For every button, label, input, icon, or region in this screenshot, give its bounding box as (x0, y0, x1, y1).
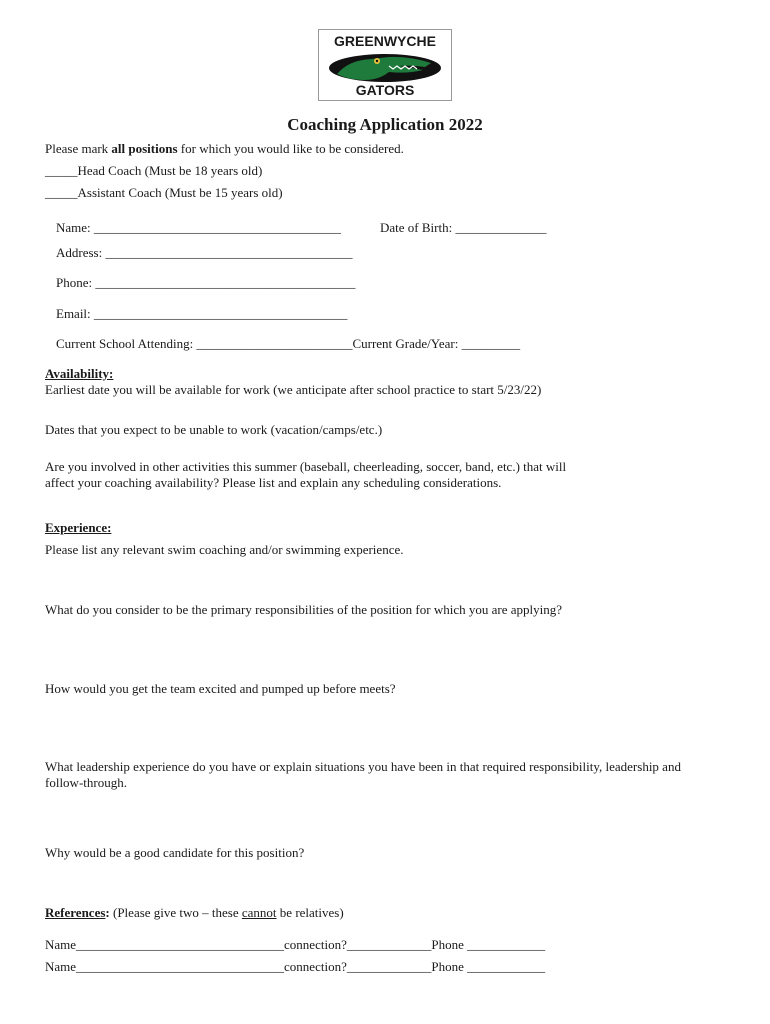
date-of-birth-field[interactable]: Date of Birth: ______________ (380, 220, 547, 235)
reference-line-2[interactable]: Name________________________________connection?_____________Phone ____________ (45, 959, 546, 974)
reference-line-1[interactable]: Name________________________________connection?_____________Phone ____________ (45, 937, 546, 952)
greenwyche-gators-logo (318, 29, 452, 101)
references-heading-line (45, 905, 344, 921)
phone-field[interactable]: Phone: ________________________________________ (56, 275, 356, 290)
gator-pupil (376, 60, 378, 62)
availability-dates-unable: Dates that you expect to be unable to work (vacation/camps/etc.) (45, 422, 383, 437)
references-note-before: (Please give two – these (109, 905, 242, 920)
school-grade-field[interactable]: Current School Attending: ________________________Current Grade/Year: _________ (56, 336, 521, 351)
position-assistant-coach[interactable]: _____Assistant Coach (Must be 15 years old) (45, 185, 283, 200)
availability-other-activities-line2: affect your coaching availability? Please list and explain any scheduling considerations. (45, 475, 502, 490)
references-note-cannot: cannot (241, 905, 277, 920)
experience-question-leadership-line1: What leadership experience do you have or explain situations you have been in that required responsibility, leadership and (45, 759, 681, 774)
page-title: Coaching Application 2022 (287, 115, 483, 134)
intro-text-after: for which you would like to be considered. (177, 141, 404, 156)
email-field[interactable]: Email: _______________________________________ (56, 306, 348, 321)
experience-question-swim: Please list any relevant swim coaching and/or swimming experience. (45, 542, 404, 557)
experience-question-leadership-line2: follow-through. (45, 775, 127, 790)
position-head-coach[interactable]: _____Head Coach (Must be 18 years old) (45, 163, 263, 178)
logo-bottom-text: GATORS (355, 82, 415, 98)
intro-instructions (45, 141, 404, 157)
logo-top-text: GREENWYCHE (334, 33, 436, 49)
experience-question-team-excited: How would you get the team excited and pumped up before meets? (45, 681, 396, 696)
address-field[interactable]: Address: ______________________________________ (56, 245, 353, 260)
experience-heading: Experience: (45, 520, 112, 535)
experience-question-responsibilities: What do you consider to be the primary responsibilities of the position for which you are applying? (45, 602, 562, 617)
availability-other-activities-line1: Are you involved in other activities this summer (baseball, cheerleading, soccer, band, etc.) that will (45, 459, 567, 474)
references-colon: : (105, 905, 110, 920)
experience-question-good-candidate: Why would be a good candidate for this position? (45, 845, 305, 860)
intro-text-before: Please mark (45, 141, 112, 156)
references-note-after: be relatives) (276, 905, 344, 920)
name-field[interactable]: Name: ______________________________________ (56, 220, 341, 235)
references-heading: References (45, 905, 106, 920)
availability-heading: Availability: (45, 366, 114, 381)
intro-text-bold: all positions (111, 141, 178, 156)
availability-earliest-date: Earliest date you will be available for work (we anticipate after school practice to start 5/23/22) (45, 382, 542, 397)
gator-logo-graphic (319, 30, 451, 100)
